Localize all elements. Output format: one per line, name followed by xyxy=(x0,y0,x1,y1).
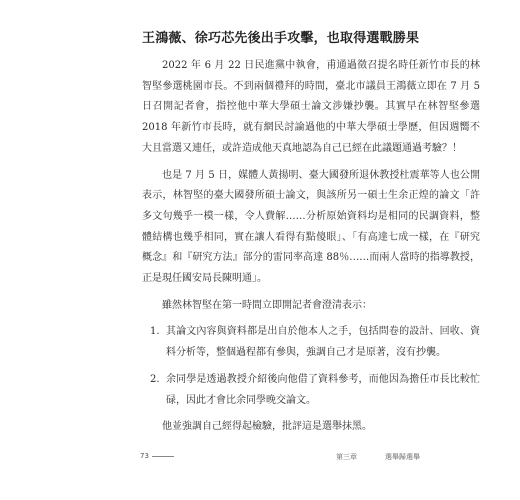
list-item-text: 其論文內容與資料都是出自於他本人之手，包括問卷的設計、回收、資料分析等，整個過程都有參與，強調自己才是原著，沒有抄襲。 xyxy=(166,326,480,359)
chapter-title: 選舉歸選舉 xyxy=(385,453,420,461)
footer-rule xyxy=(152,456,174,457)
paragraph: 雖然林智堅在第一時間立即開記者會澄清表示： xyxy=(162,299,372,311)
list-item-text: 余同學是透過教授介紹後向他借了資料參考，而他因為擔任市長比較忙碌，因此才會比余同學晚交論文。 xyxy=(166,373,480,406)
numbered-list xyxy=(142,322,480,411)
section-heading: 王鴻薇、徐巧芯先後出手攻擊，也取得選戰勝果 xyxy=(142,31,420,46)
closing-paragraph: 他並強調自己經得起檢驗，批評這是選舉抹黑。 xyxy=(162,421,372,433)
list-item-number: 1. xyxy=(150,326,160,338)
paragraph: 2022 年 6 月 22 日民進黨中執會，甫通過徵召提名時任新竹市長的林智堅參選桃園市長。不到兩個禮拜的時間，臺北市議員王鴻薇立即在 7 月 5 日召開記者會，指控他中華大學碩士論文涉嫌抄襲。其實早在林智堅參選 2018 年新竹市長時，就有網民討論過他的中華大學碩士學歷，但因週嚮不大且當選又連任，或許造成他天真地認為自己已經在此議題通過考驗？！ xyxy=(142,60,480,154)
list-item xyxy=(142,370,480,411)
paragraph: 也是 7 月 5 日，媒體人黃揚明、臺大國發所退休教授杜震華等人也公開表示，林智堅的臺大國發所碩士論文，與該所另一碩士生余正煌的論文「許多文句幾乎一模一樣，令人費解……分析原始資料均是相同的民調資料，整體結構也幾乎相同，實在讓人看得有點傻眼」、「有高達七成一樣，在『研究概念』和『研究方法』部分的雷同率高達 88％……而兩人當時的指導教授，正是現任國安局長陳明通」。 xyxy=(142,169,480,285)
list-item-number: 2. xyxy=(150,373,160,385)
chapter-label: 第三章 xyxy=(336,453,357,461)
body-text xyxy=(142,56,480,444)
page-number: 73 xyxy=(140,452,149,460)
list-item xyxy=(142,322,480,363)
